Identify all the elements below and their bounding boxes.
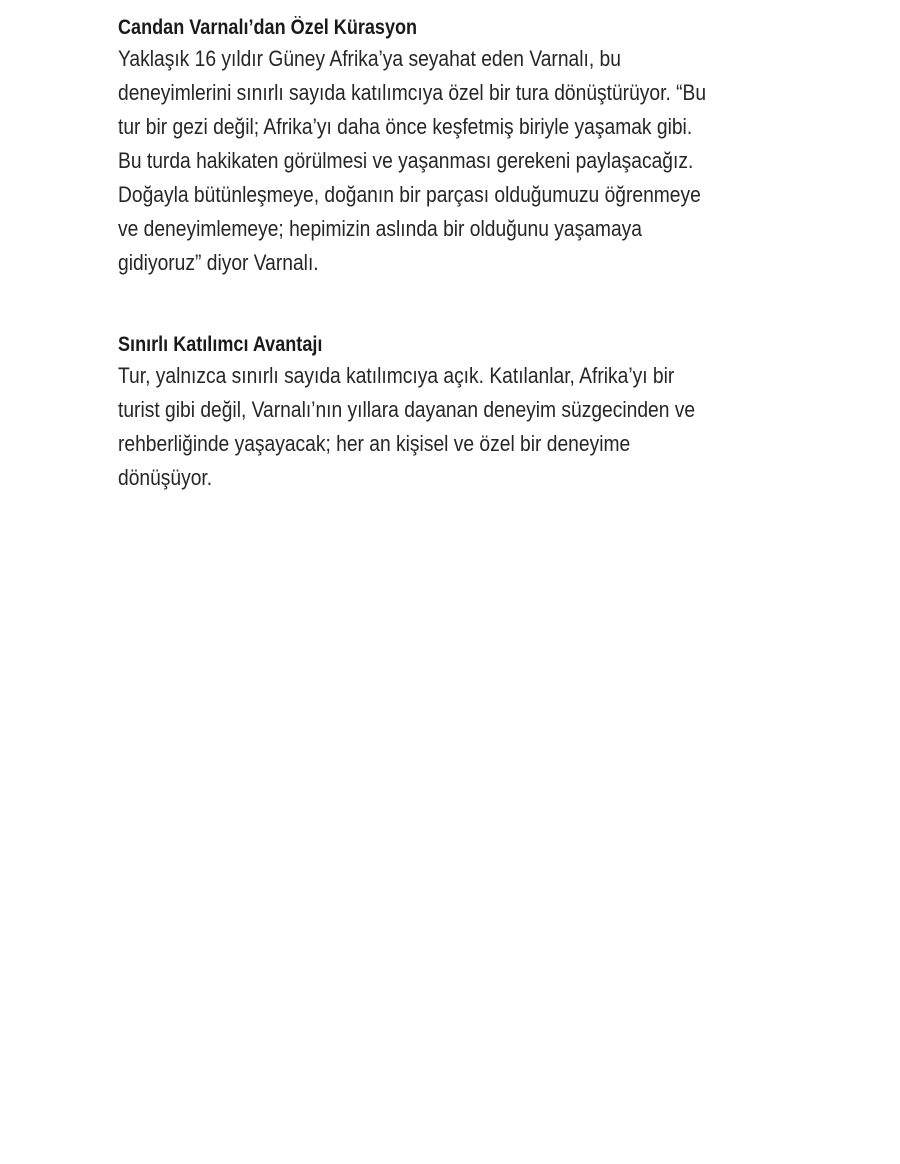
paragraph-line: rehberliğinde yaşayacak; her an kişisel ve özel bir deneyime bbox=[118, 431, 631, 456]
paragraph-line: deneyimlerini sınırlı sayıda katılımcıya özel bir tura dönüştürüyor. “Bu bbox=[118, 80, 707, 105]
paragraph-line: Yaklaşık 16 yıldır Güney Afrika’ya seyahat eden Varnalı, bu bbox=[118, 46, 621, 71]
paragraph-line: turist gibi değil, Varnalı’nın yıllara dayanan deneyim süzgecinden ve bbox=[118, 397, 696, 422]
section-body bbox=[118, 359, 818, 495]
section-heading: Sınırlı Katılımcı Avantajı bbox=[118, 333, 323, 356]
section-curation bbox=[118, 14, 818, 280]
section-limited-participants bbox=[118, 331, 818, 495]
paragraph-line: gidiyoruz” diyor Varnalı. bbox=[118, 250, 319, 275]
paragraph-line: ve deneyimlemeye; hepimizin aslında bir olduğunu yaşamaya bbox=[118, 216, 642, 241]
paragraph-line: dönüşüyor. bbox=[118, 465, 213, 490]
paragraph-line: tur bir gezi değil; Afrika’yı daha önce keşfetmiş biriyle yaşamak gibi. bbox=[118, 114, 693, 139]
paragraph-line: Bu turda hakikaten görülmesi ve yaşanması gerekeni paylaşacağız. bbox=[118, 148, 694, 173]
paragraph-line: Tur, yalnızca sınırlı sayıda katılımcıya açık. Katılanlar, Afrika’yı bir bbox=[118, 363, 675, 388]
paragraph-line: Doğayla bütünleşmeye, doğanın bir parçası olduğumuzu öğrenmeye bbox=[118, 182, 701, 207]
section-body bbox=[118, 42, 818, 280]
section-heading: Candan Varnalı’dan Özel Kürasyon bbox=[118, 16, 418, 39]
